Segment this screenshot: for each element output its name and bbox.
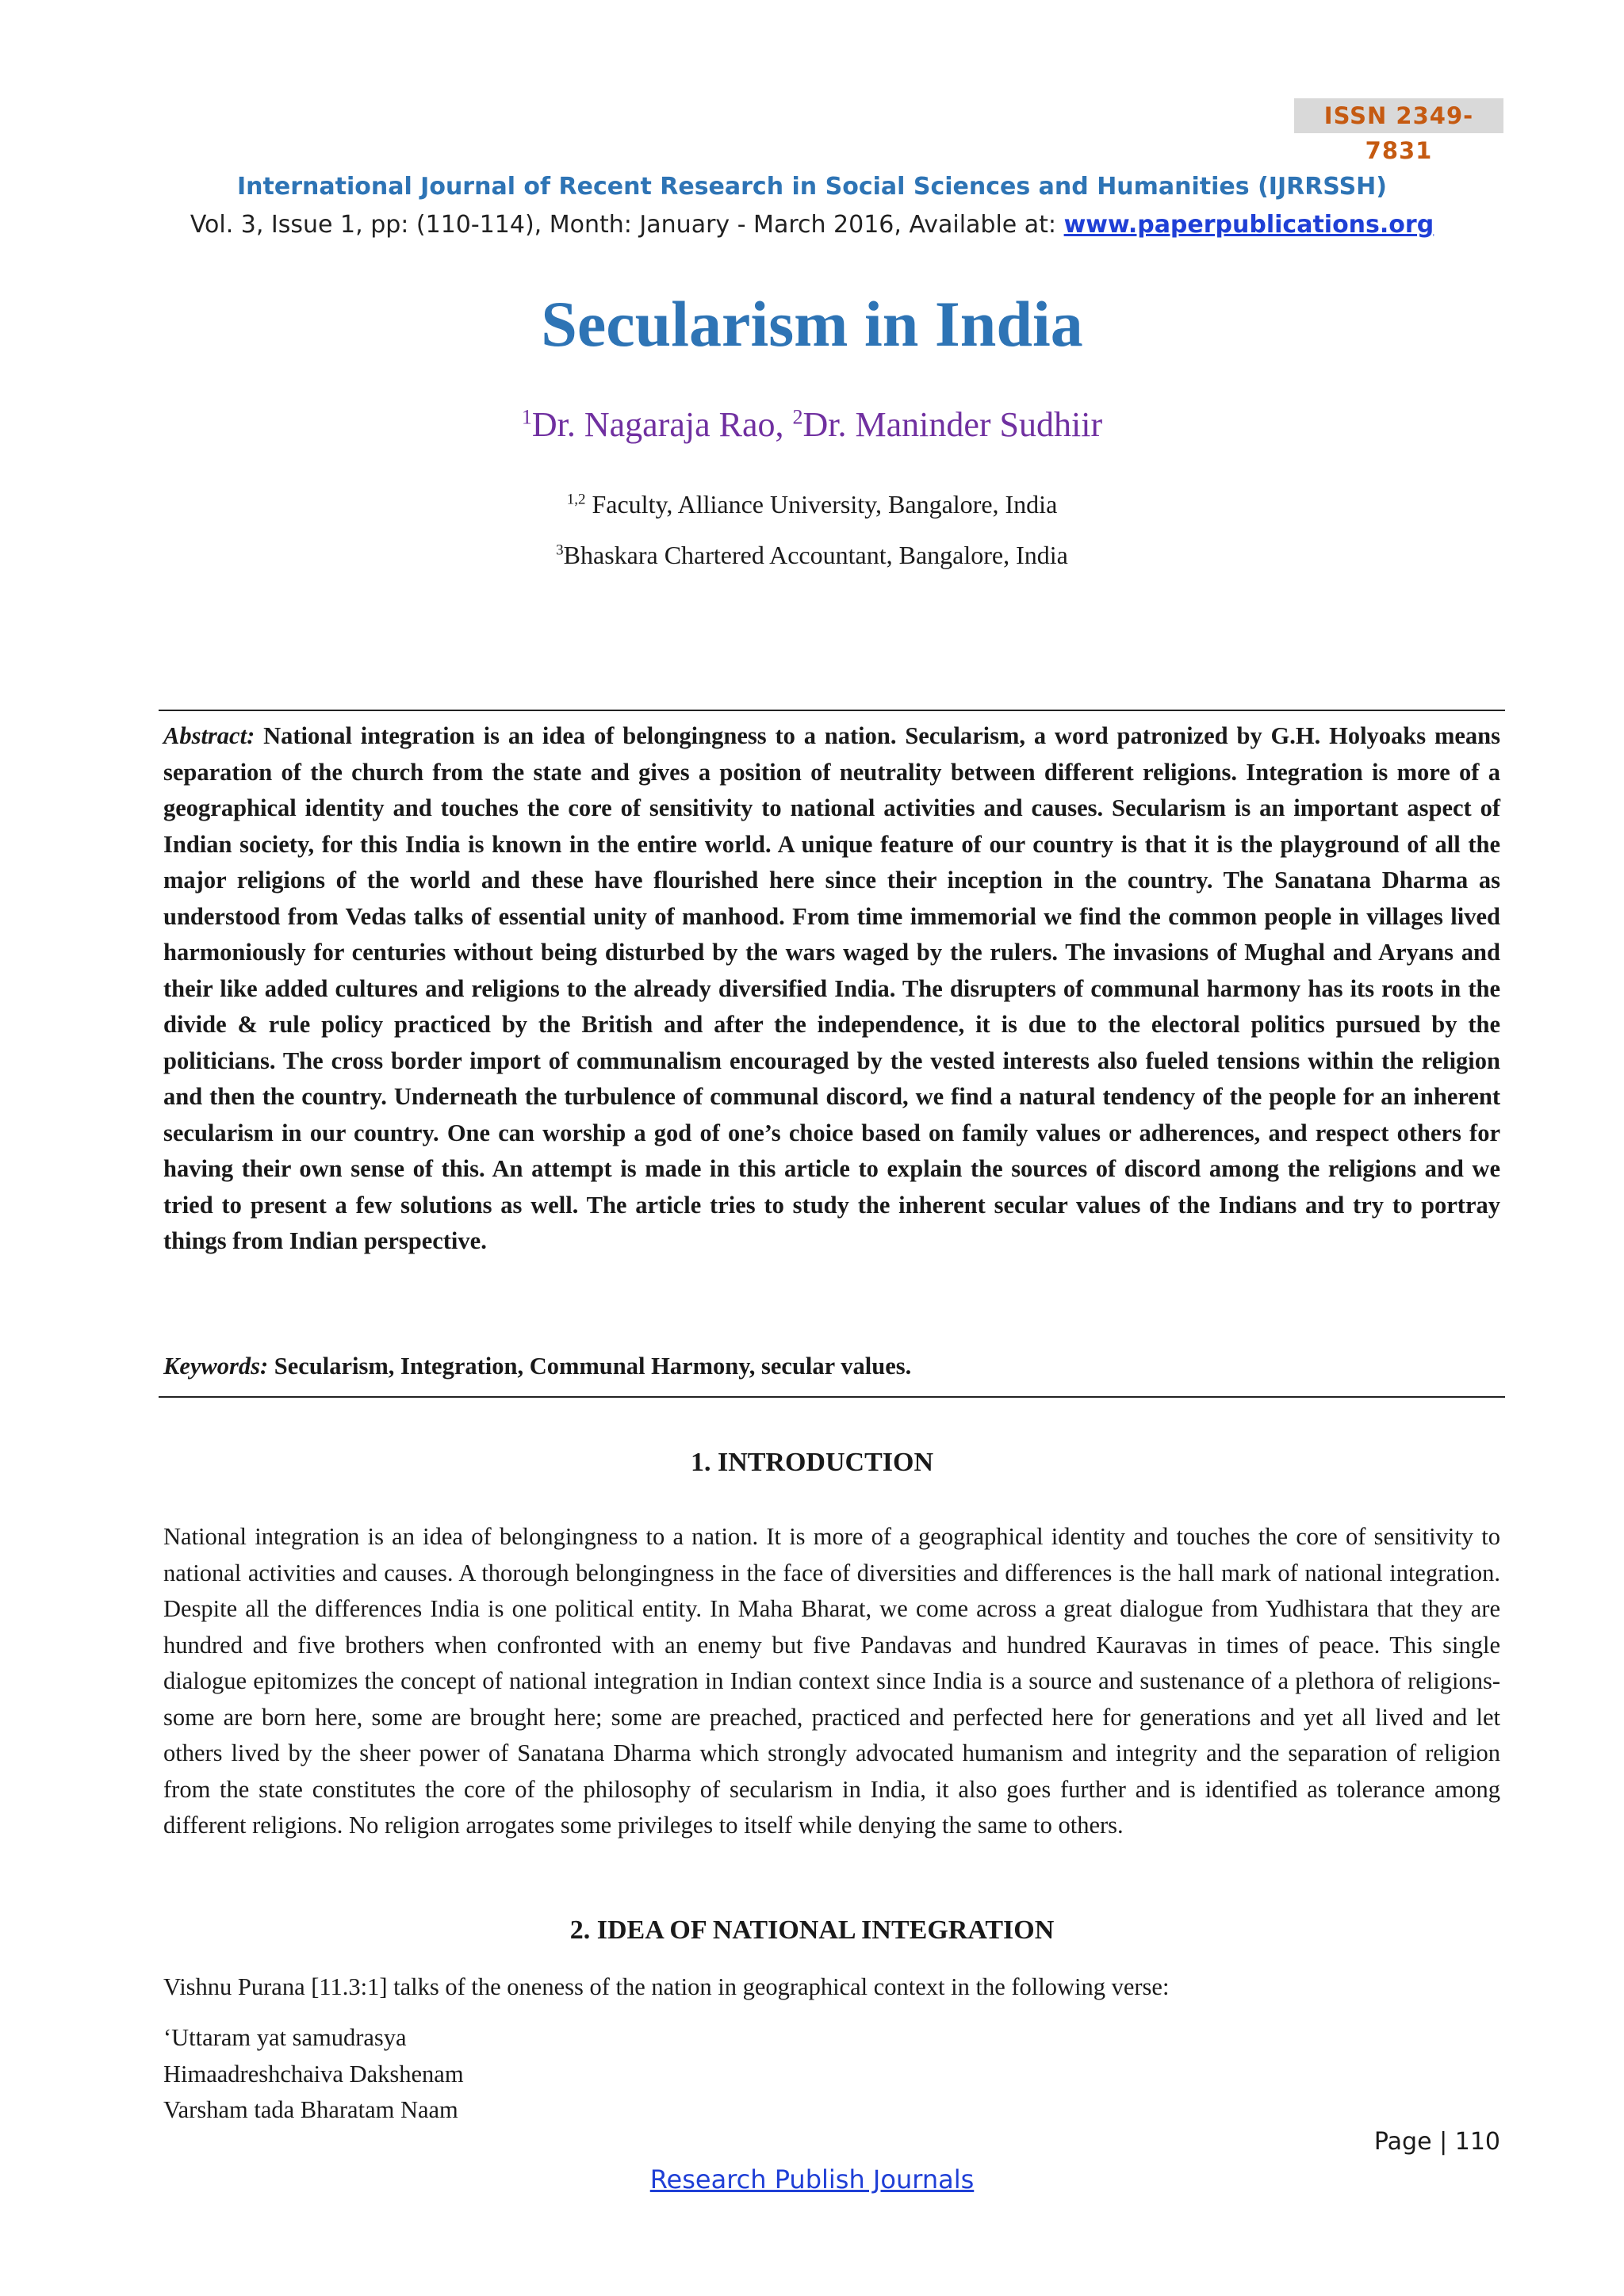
section-2-text: Vishnu Purana [11.3:1] talks of the oneness of the nation in geographical context in the following verse:: [163, 1973, 1170, 2000]
journal-name: International Journal of Recent Research in Social Sciences and Humanities (IJRRSSH): [237, 173, 1387, 201]
section-2-heading: 2. IDEA OF NATIONAL INTEGRATION: [569, 1915, 1055, 1945]
volume-line: [0, 211, 1624, 239]
affiliation-1: [0, 490, 1624, 519]
authors: [0, 404, 1624, 445]
author2: Dr. Maninder Sudhiir: [802, 405, 1103, 444]
affiliation-1-text: Faculty, Alliance University, Bangalore, India: [585, 490, 1058, 519]
abstract-text: National integration is an idea of belongingness to a nation. Secularism, a word patronized by G.H. Holyoaks means separation of the church from the state and gives a position of neutrality between different religions. Integration is more of a geographical identity and touches the core of sensitivity to national activities and causes. Secularism is an important aspect of Indian society, for this India is known in the entire world. A unique feature of our country is that it is the playground of all the major religions of the world and these have flourished here since their inception in the country. The Sanatana Dharma as understood from Vedas talks of essential unity of manhood. From time immemorial we find the common people in villages lived harmoniously for centuries without being disturbed by the wars waged by the rulers. The invasions of Mughal and Aryans and their like added cultures and religions to the already diversified India. The disrupters of communal harmony has its roots in the divide & rule policy practiced by the British and after the independence, it is due to the electoral politics pursued by the politicians. The cross border import of communalism encouraged by the vested interests also fueled tensions within the religion and then the country. Underneath the turbulence of communal discord, we find a natural tendency of the people for an inherent secularism in our country. One can worship a god of one’s choice based on family values or adherences, and respect others for having their own sense of this. An attempt is made in this article to explain the sources of discord among the religions and we tried to present a few solutions as well. The article tries to study the inherent secular values of the Indians and try to portray things from Indian perspective.: [163, 722, 1501, 1254]
affiliation-2-text: Bhaskara Chartered Accountant, Bangalore, India: [563, 541, 1068, 569]
footer: [0, 2164, 1624, 2195]
keywords: [163, 1353, 1500, 1380]
verse-line-1: ‘Uttaram yat samudrasya: [163, 2024, 407, 2051]
keywords-text: Secularism, Integration, Communal Harmony, secular values.: [268, 1353, 912, 1380]
verse: [163, 2020, 877, 2129]
affiliation-1-sup: 1,2: [566, 491, 586, 508]
volume-info: Vol. 3, Issue 1, pp: (110-114), Month: January - March 2016, Available at:: [190, 211, 1064, 239]
abstract-label: Abstract:: [163, 722, 255, 749]
affiliation-2: [0, 541, 1624, 570]
page-number: Page | 110: [1373, 2128, 1500, 2156]
author2-sup: 2: [792, 405, 803, 429]
abstract-bottom-rule: [159, 1396, 1505, 1398]
author1: Dr. Nagaraja Rao,: [531, 405, 793, 444]
abstract-top-rule: [159, 710, 1505, 711]
affiliation-2-sup: 3: [556, 541, 564, 559]
section-1-heading: 1. INTRODUCTION: [690, 1448, 934, 1477]
verse-line-2: Himaadreshchaiva Dakshenam: [163, 2060, 464, 2087]
section-1-text: National integration is an idea of belongingness to a nation. It is more of a geographical identity and touches the core of sensitivity to national activities and causes. A thorough belongingness in the face of diversities and differences is the hall mark of national integration. Despite all the differences India is one political entity. In Maha Bharat, we come across a great dialogue from Yudhistara that they are hundred and five brothers when confronted with an enemy but five Pandavas and hundred Kauravas in times of peace. This single dialogue epitomizes the concept of national integration in Indian context since India is a source and sustenance of a plethora of religions- some are born here, some are brought here; some are preached, practiced and perfected here for generations and yet all lived and let others lived by the sheer power of Sanatana Dharma which strongly advocated humanism and integrity and the separation of religion from the state constitutes the core of the philosophy of secularism in India, it also goes further and is identified as tolerance among different religions. No religion arrogates some privileges to itself while denying the same to others.: [163, 1523, 1500, 1839]
publisher-link[interactable]: Research Publish Journals: [649, 2164, 975, 2195]
verse-line-3: Varsham tada Bharatam Naam: [163, 2096, 458, 2123]
abstract: [163, 718, 1500, 1260]
issn-badge: ISSN 2349-7831: [1294, 98, 1503, 133]
journal-url-link[interactable]: www.paperpublications.org: [1063, 211, 1434, 239]
author1-sup: 1: [521, 405, 532, 429]
keywords-label: Keywords:: [163, 1353, 269, 1380]
paper-title: Secularism in India: [541, 288, 1083, 360]
